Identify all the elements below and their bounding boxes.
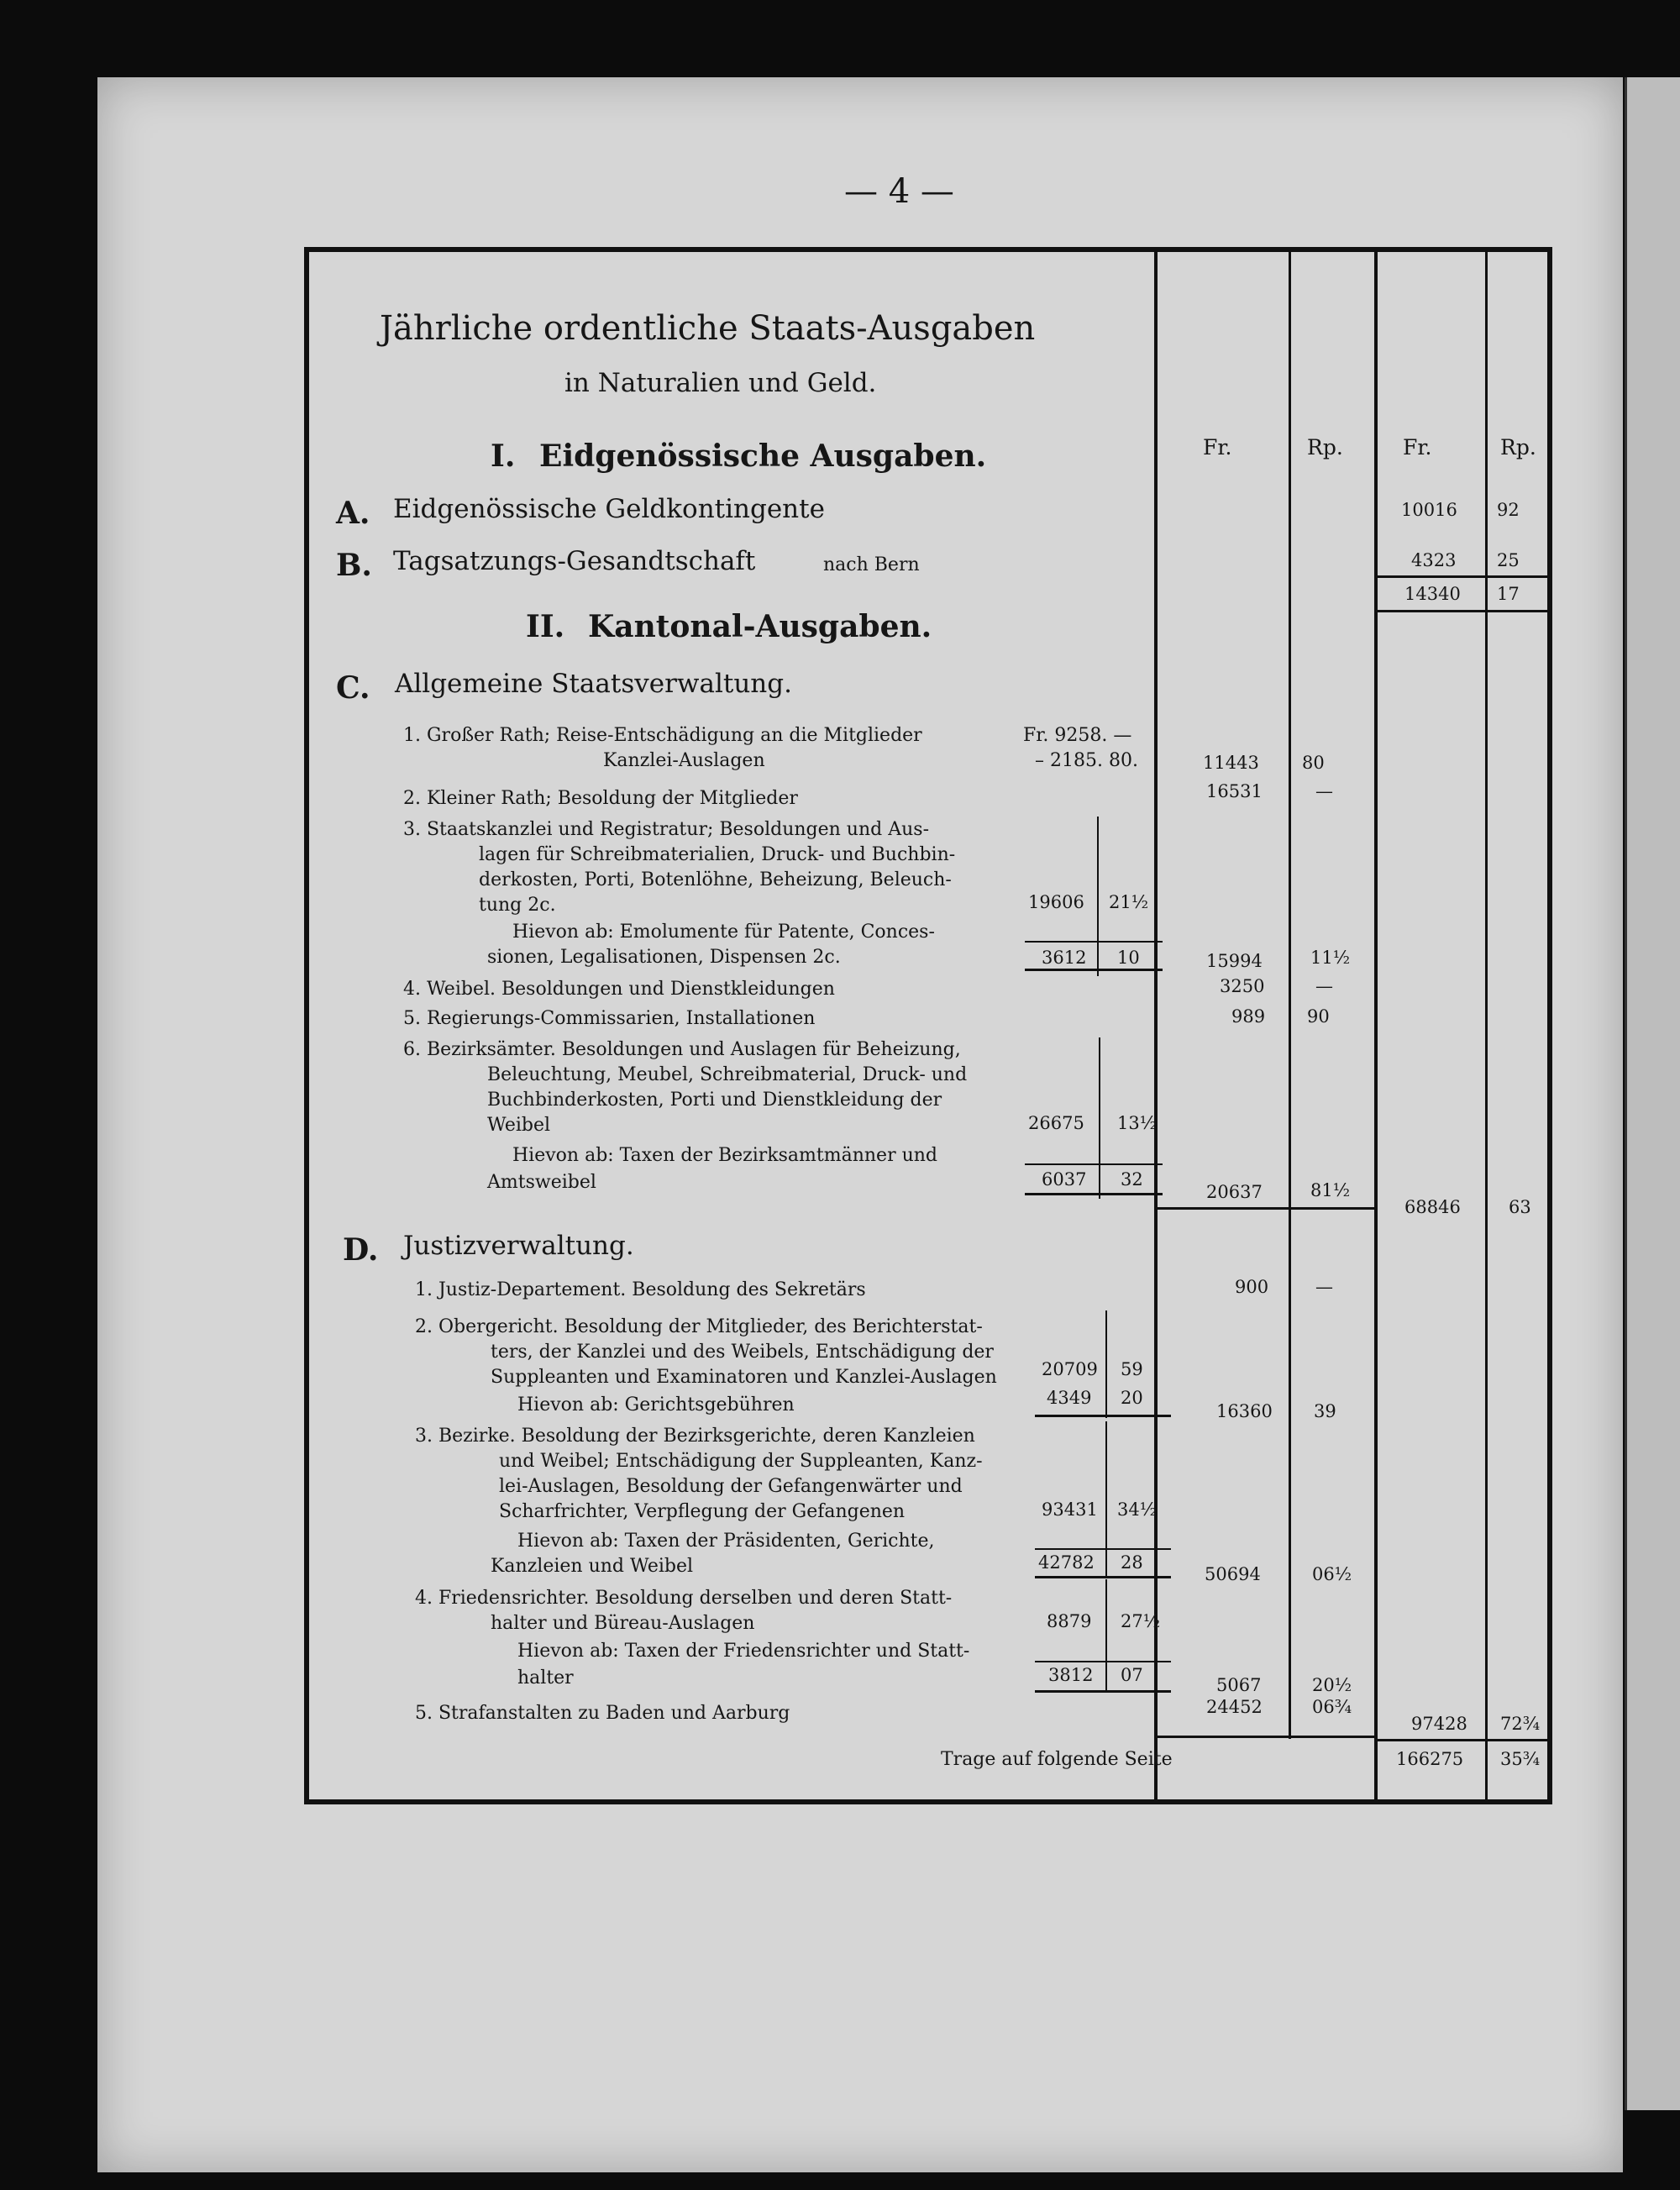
rule [1025, 969, 1163, 971]
col-header-fr-1: Fr. [1203, 435, 1232, 460]
section-number: I. [491, 439, 516, 474]
sum-rp: 17 [1497, 584, 1520, 604]
row-text: Hievon ab: Emolumente für Patente, Conces- [512, 922, 935, 943]
subtotal-fr: 97428 [1411, 1714, 1467, 1734]
document-title: Jährliche ordentliche Staats-Ausgaben [380, 309, 1036, 348]
amount-fr: 50694 [1205, 1564, 1261, 1584]
amount-rp: 92 [1497, 500, 1520, 520]
amount-fr: 16360 [1216, 1401, 1273, 1421]
row-text: 3. Bezirke. Besoldung der Bezirksgerichte, deren Kanzleien [415, 1426, 975, 1447]
amount-fr: 24452 [1206, 1697, 1263, 1717]
row-text: 6. Bezirksämter. Besoldungen und Auslagen für Beheizung, [403, 1039, 961, 1060]
row-subamount: – 2185. 80. [1035, 750, 1138, 771]
subtotal-fr: 68846 [1404, 1197, 1461, 1217]
col-header-rp-1: Rp. [1307, 435, 1343, 460]
rule [1025, 1193, 1163, 1195]
sum-rule [1378, 610, 1549, 612]
rule [1035, 1661, 1171, 1662]
subamount-fr: 26675 [1028, 1113, 1084, 1133]
subtotal-rule [1158, 1736, 1374, 1738]
amount-fr: 989 [1231, 1006, 1266, 1027]
amount-rp: — [1315, 976, 1333, 996]
row-text: sionen, Legalisationen, Dispensen 2c. [487, 947, 841, 968]
sub-column-rule [1099, 1037, 1100, 1199]
subamount-rp: 07 [1121, 1665, 1143, 1685]
sub-column-rule [1105, 1579, 1107, 1692]
row-text: lei-Auslagen, Besoldung der Gefangenwärter und [499, 1476, 963, 1497]
subamount-fr: 42782 [1038, 1552, 1095, 1573]
subamount-rp: 59 [1121, 1359, 1143, 1379]
amount-rp: 06¾ [1312, 1697, 1352, 1717]
subamount-rp: 28 [1121, 1552, 1143, 1573]
rule [1035, 1415, 1171, 1417]
row-text: und Weibel; Entschädigung der Suppleanten, Kanz- [499, 1451, 983, 1472]
row-text: Scharfrichter, Verpflegung der Gefangenen [499, 1501, 906, 1522]
item-letter: C. [336, 670, 370, 706]
row-text: 2. Obergericht. Besoldung der Mitglieder, des Berichterstat- [415, 1316, 983, 1337]
subamount-fr: 4349 [1047, 1388, 1092, 1408]
amount-rp: 11½ [1310, 948, 1351, 968]
row-text: 5. Strafanstalten zu Baden und Aarburg [415, 1703, 790, 1724]
amount-rp: 39 [1314, 1401, 1336, 1421]
row-text: 4. Weibel. Besoldungen und Dienstkleidungen [403, 979, 835, 1000]
sub-column-rule [1105, 1310, 1107, 1418]
item-letter: B. [336, 548, 372, 583]
row-subamount: Fr. 9258. — [1023, 725, 1132, 746]
item-title: Justizverwaltung. [403, 1231, 634, 1261]
column-rule [1154, 252, 1158, 1799]
total-rp: 35¾ [1500, 1749, 1541, 1769]
section-title: Kantonal-Ausgaben. [588, 609, 932, 644]
row-text: Hievon ab: Taxen der Friedensrichter und Statt- [517, 1641, 970, 1662]
amount-fr: 11443 [1203, 753, 1259, 773]
amount-rp: 20½ [1312, 1675, 1352, 1695]
item-title: Allgemeine Staatsverwaltung. [395, 669, 792, 699]
row-text: halter [517, 1667, 574, 1688]
subtotal-rule [1158, 1207, 1374, 1210]
amount-rp: 06½ [1312, 1564, 1352, 1584]
subamount-rp: 34½ [1117, 1499, 1158, 1520]
sub-column-rule [1097, 817, 1099, 976]
amount-fr: 5067 [1216, 1675, 1262, 1695]
total-rule [1378, 1739, 1549, 1741]
subamount-rp: 32 [1121, 1169, 1143, 1190]
subamount-rp: 21½ [1109, 892, 1149, 912]
row-text: Kanzlei-Auslagen [603, 750, 765, 771]
column-rule [1485, 252, 1488, 1799]
amount-rp: 80 [1302, 753, 1325, 773]
row-text: Beleuchtung, Meubel, Schreibmaterial, Druck- und [487, 1064, 968, 1085]
column-rule [1374, 252, 1378, 1799]
subamount-fr: 3612 [1042, 948, 1087, 968]
amount-fr: 4323 [1411, 550, 1457, 570]
item-title: Tagsatzungs-Gesandtschaft [393, 546, 756, 576]
row-text: derkosten, Porti, Botenlöhne, Beheizung, Beleuch- [479, 869, 952, 890]
amount-fr: 10016 [1401, 500, 1457, 520]
adjacent-page-edge [1625, 77, 1680, 2110]
amount-fr: 16531 [1206, 781, 1263, 801]
subamount-fr: 19606 [1028, 892, 1084, 912]
col-header-fr-2: Fr. [1403, 435, 1432, 460]
amount-rp: 81½ [1310, 1180, 1351, 1200]
row-text: tung 2c. [479, 895, 556, 916]
page-number: — 4 — [844, 172, 954, 211]
rule [1035, 1548, 1171, 1550]
item-letter: D. [343, 1232, 379, 1268]
subamount-rp: 13½ [1117, 1113, 1158, 1133]
subamount-fr: 8879 [1047, 1611, 1092, 1631]
amount-rp: 25 [1497, 550, 1520, 570]
row-text: Hievon ab: Taxen der Bezirksamtmänner und [512, 1145, 937, 1166]
subamount-fr: 6037 [1042, 1169, 1087, 1190]
column-rule [1289, 252, 1291, 1739]
row-text: Buchbinderkosten, Porti und Dienstkleidung der [487, 1090, 942, 1111]
row-text: 1. Großer Rath; Reise-Entschädigung an die Mitglieder [403, 725, 922, 746]
subamount-rp: 20 [1121, 1388, 1143, 1408]
section-title: Eidgenössische Ausgaben. [539, 439, 987, 474]
row-text: lagen für Schreibmaterialien, Druck- und Buchbin- [479, 844, 956, 865]
rule [1035, 1690, 1171, 1693]
document-subtitle: in Naturalien und Geld. [564, 368, 877, 398]
row-text: Amtsweibel [487, 1172, 596, 1193]
amount-fr: 20637 [1206, 1182, 1263, 1202]
rule [1025, 1163, 1163, 1165]
subamount-rp: 27½ [1121, 1611, 1161, 1631]
col-header-rp-2: Rp. [1500, 435, 1536, 460]
row-text: Weibel [487, 1115, 551, 1136]
sub-column-rule [1105, 1421, 1107, 1578]
subamount-fr: 20709 [1042, 1359, 1098, 1379]
row-text: Suppleanten und Examinatoren und Kanzlei-Auslagen [491, 1367, 997, 1388]
item-note: nach Bern [823, 554, 920, 575]
row-text: 3. Staatskanzlei und Registratur; Besoldungen und Aus- [403, 819, 930, 840]
subtotal-rp: 72¾ [1500, 1714, 1541, 1734]
row-text: 4. Friedensrichter. Besoldung derselben und deren Statt- [415, 1588, 953, 1609]
amount-rp: — [1315, 1277, 1333, 1297]
subamount-rp: 10 [1117, 948, 1140, 968]
carry-forward-label: Trage auf folgende Seite [941, 1749, 1173, 1770]
total-fr: 166275 [1396, 1749, 1464, 1769]
row-text: 5. Regierungs-Commissarien, Installationen [403, 1008, 816, 1029]
subamount-fr: 3812 [1048, 1665, 1094, 1685]
amount-fr: 15994 [1206, 951, 1263, 971]
rule [1035, 1576, 1171, 1578]
row-text: Hievon ab: Gerichtsgebühren [517, 1394, 795, 1415]
amount-rp: — [1315, 781, 1333, 801]
amount-fr: 900 [1235, 1277, 1269, 1297]
amount-rp: 90 [1307, 1006, 1330, 1027]
row-text: 1. Justiz-Departement. Besoldung des Sekretärs [415, 1279, 866, 1300]
rule [1025, 941, 1163, 943]
section-number: II. [526, 609, 565, 644]
row-text: Hievon ab: Taxen der Präsidenten, Gerichte, [517, 1531, 935, 1552]
sum-fr: 14340 [1404, 584, 1461, 604]
subtotal-rp: 63 [1509, 1197, 1531, 1217]
item-letter: A. [336, 496, 370, 531]
row-text: Kanzleien und Weibel [491, 1556, 694, 1577]
row-text: halter und Büreau-Auslagen [491, 1613, 755, 1634]
subamount-fr: 93431 [1042, 1499, 1098, 1520]
row-text: 2. Kleiner Rath; Besoldung der Mitglieder [403, 788, 798, 809]
amount-fr: 3250 [1220, 976, 1265, 996]
sum-rule [1378, 575, 1549, 578]
item-title: Eidgenössische Geldkontingente [393, 494, 825, 524]
row-text: ters, der Kanzlei und des Weibels, Entschädigung der [491, 1342, 994, 1363]
